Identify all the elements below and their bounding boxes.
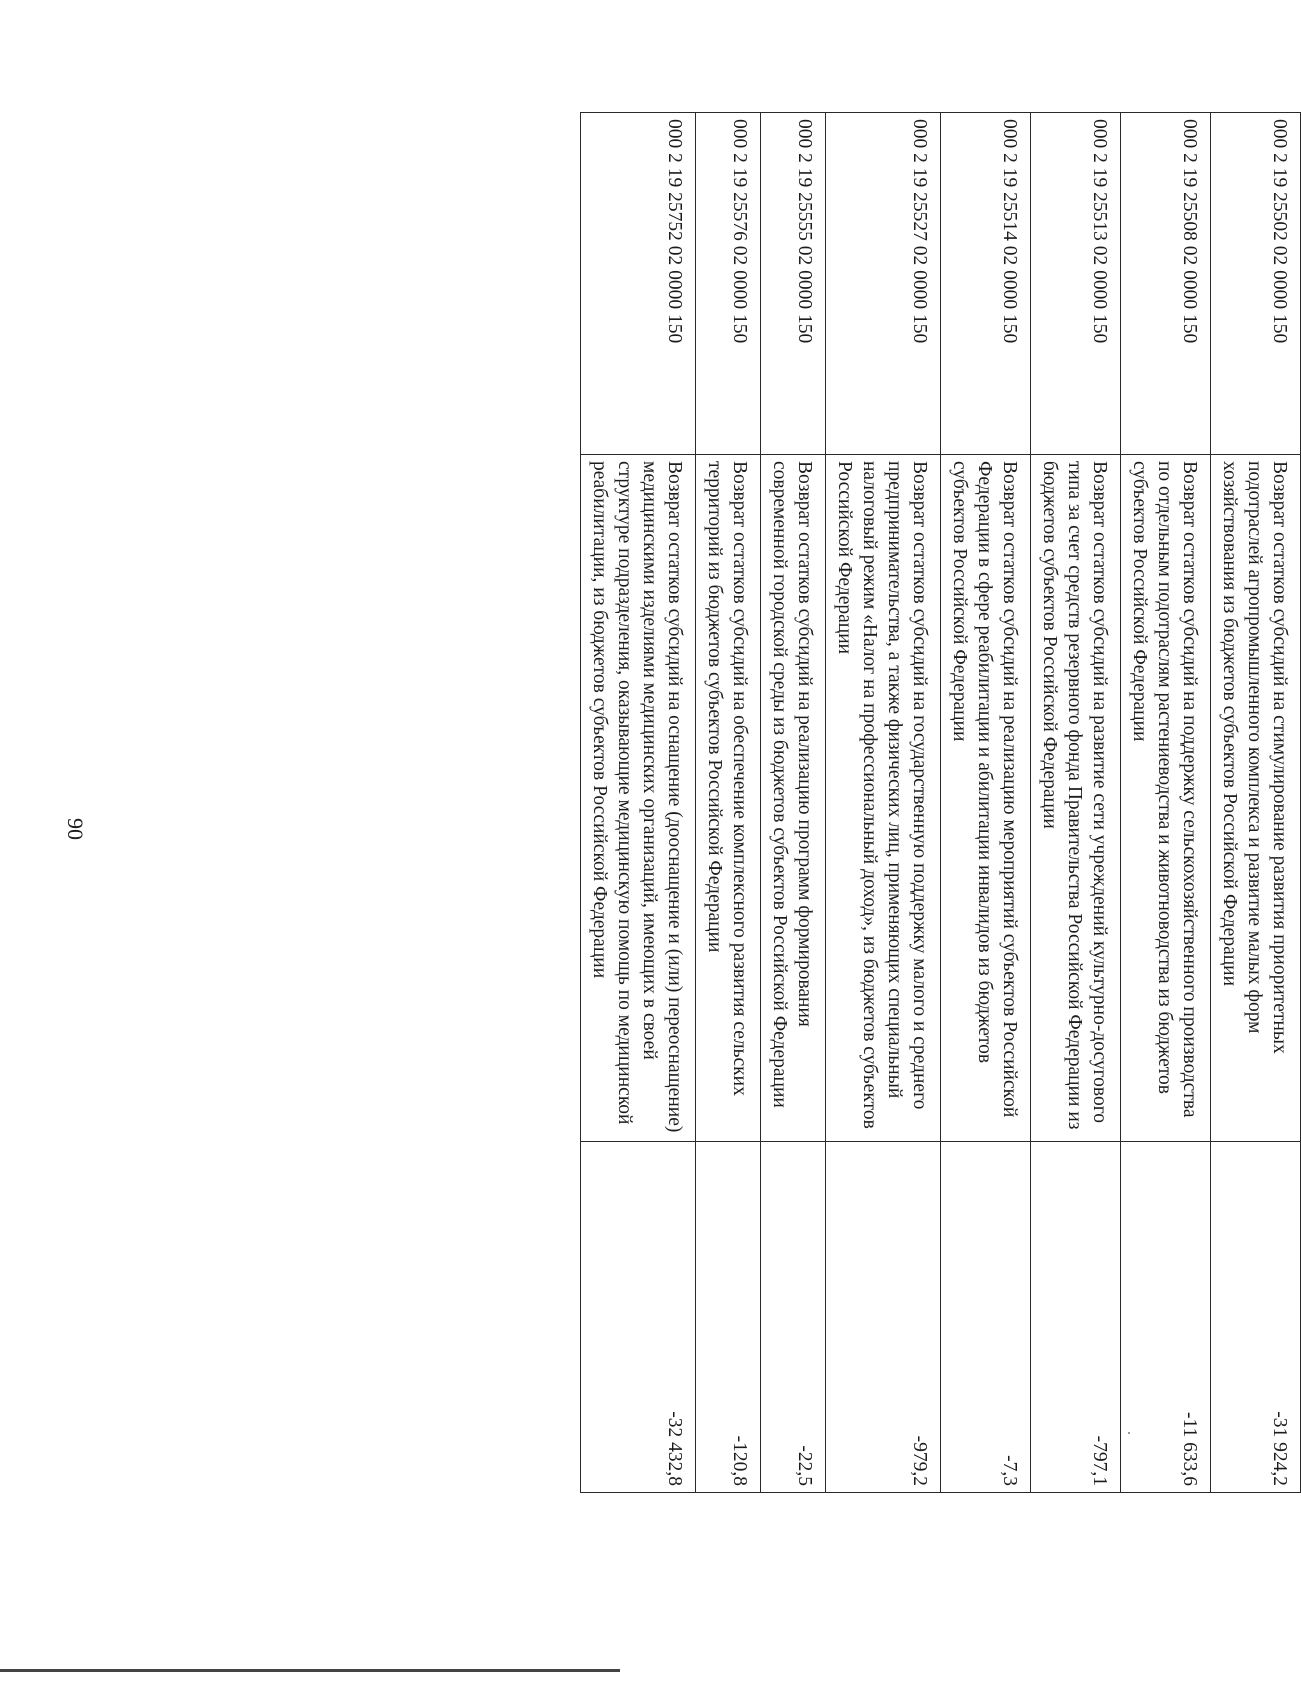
table-row [1031,113,1121,1493]
amount-cell: -120,8 [696,1142,761,1493]
amount-cell: -31 924,2 [1211,1142,1301,1493]
description-cell: Возврат остатков субсидий на развитие сети учреждений культурно-досугового типа за счет средств резервного фонда Правительства Российской Федерации из бюджетов субъектов Российской Федерации [1031,455,1121,1142]
table-row [1121,113,1211,1493]
description-cell: Возврат остатков субсидий на государственную поддержку малого и среднего предпринимательства, а также физических лиц, применяющих специальный налоговый режим «Налог на профессиональный доход», из бюджетов субъектов Российской Федерации [826,455,941,1142]
description-cell: Возврат остатков субсидий на обеспечение комплексного развития сельских территорий из бюджетов субъектов Российской Федерации [696,455,761,1142]
description-cell: Возврат остатков субсидий на оснащение (дооснащение и (или) переоснащение) медицинскими изделиями медицинских организаций, имеющих в своей структуре подразделения, оказывающие медицинскую помощь по медицинской реабилитации, из бюджетов субъектов Российской Федерации [581,455,696,1142]
scan-speck [1128,1432,1130,1434]
description-cell: Возврат остатков субсидий на поддержку сельскохозяйственного производства по отдельным подотраслям растениеводства и животноводства из бюджетов субъектов Российской Федерации [1121,455,1211,1142]
budget-table [580,112,1301,1493]
table-row [581,113,696,1493]
amount-cell: -7,3 [941,1142,1031,1493]
table-row [826,113,941,1493]
budget-code-cell: 000 2 19 25752 02 0000 150 [581,113,696,455]
description-cell: Возврат остатков субсидий на реализацию программ формирования современной городской среды из бюджетов субъектов Российской Федерации [761,455,826,1142]
amount-cell: -979,2 [826,1142,941,1493]
budget-code-cell: 000 2 19 25513 02 0000 150 [1031,113,1121,455]
amount-cell: -797,1 [1031,1142,1121,1493]
budget-code-cell: 000 2 19 25508 02 0000 150 [1121,113,1211,455]
description-cell: Возврат остатков субсидий на стимулирование развития приоритетных подотраслей агропромышленного комплекса и развитие малых форм хозяйствования из бюджетов субъектов Российской Федерации [1211,455,1301,1142]
page-number: 90 [63,818,88,840]
budget-code-cell: 000 2 19 25555 02 0000 150 [761,113,826,455]
rotated-table-container [211,112,1301,1492]
table-row [696,113,761,1493]
budget-code-cell: 000 2 19 25514 02 0000 150 [941,113,1031,455]
table-row [1211,113,1301,1493]
budget-code-cell: 000 2 19 25576 02 0000 150 [696,113,761,455]
amount-cell: -22,5 [761,1142,826,1493]
amount-cell: -32 432,8 [581,1142,696,1493]
budget-code-cell: 000 2 19 25502 02 0000 150 [1211,113,1301,455]
description-cell: Возврат остатков субсидий на реализацию мероприятий субъектов Российской Федерации в сфере реабилитации и абилитации инвалидов из бюджетов субъектов Российской Федерации [941,455,1031,1142]
amount-cell: -11 633,6 [1121,1142,1211,1493]
table-row [761,113,826,1493]
table-row [941,113,1031,1493]
footer-rule [0,1669,620,1672]
budget-code-cell: 000 2 19 25527 02 0000 150 [826,113,941,455]
